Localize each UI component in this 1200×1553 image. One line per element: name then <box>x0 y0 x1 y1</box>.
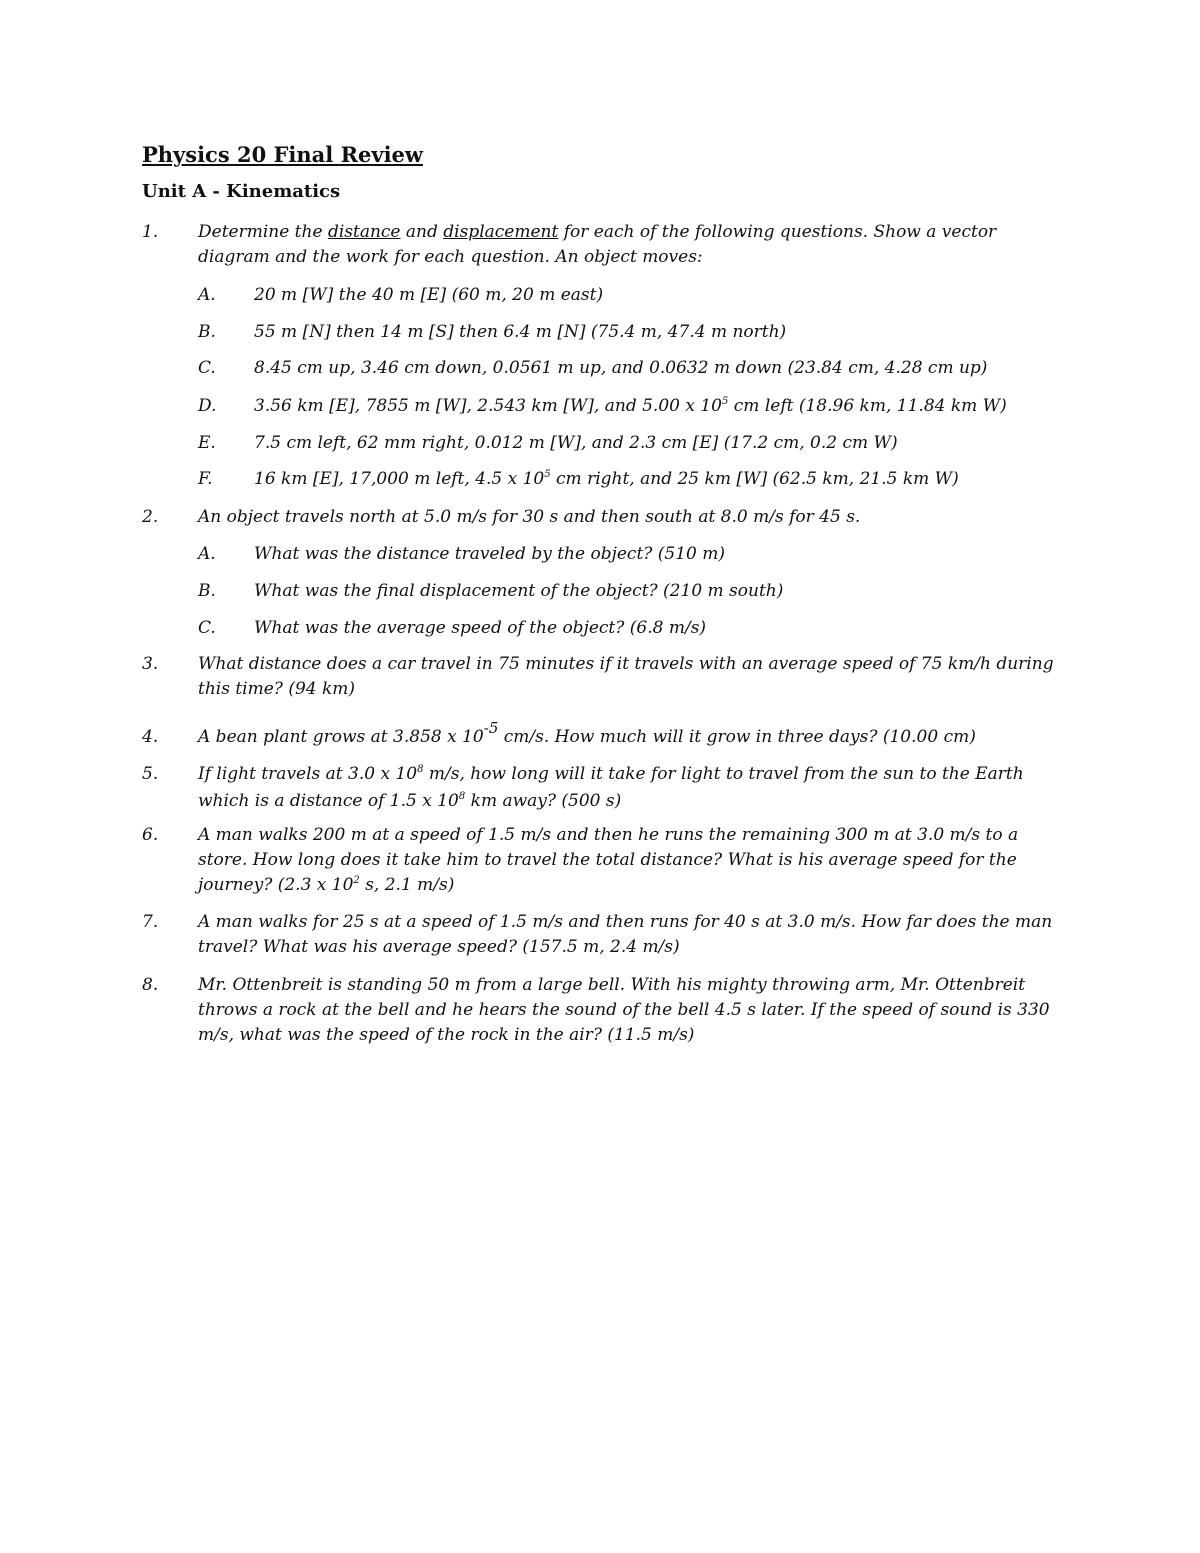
question-text <box>198 823 1058 900</box>
question-text: An object travels north at 5.0 m/s for 30 s and then south at 8.0 m/s for 45 s. <box>198 507 861 527</box>
text-run: km away? (500 s) <box>465 791 622 811</box>
part-label: B. <box>198 322 216 342</box>
question-text: A man walks for 25 s at a speed of 1.5 m/s and then runs for 40 s at 3.0 m/s. How far does the man travel? What was his average speed? (157.5 m, 2.4 m/s) <box>198 912 1053 957</box>
exponent: 5 <box>544 469 551 480</box>
exponent: 5 <box>722 396 729 407</box>
unit-heading: Unit A - Kinematics <box>142 181 341 202</box>
part-label: B. <box>198 581 216 601</box>
part-text: 7.5 cm left, 62 mm right, 0.012 m [W], and 2.3 cm [E] (17.2 cm, 0.2 cm W) <box>254 433 898 453</box>
question-number: 8. <box>142 975 159 995</box>
exponent: 2 <box>353 875 360 886</box>
text-run: A man walks 200 m at a speed of 1.5 m/s and then he runs the remaining 300 m at 3.0 m/s to a store. How long does it take him to travel the total distance? What is his average speed for the journey? (2.3 x 10 <box>198 825 1019 895</box>
question-number: 5. <box>142 764 159 784</box>
text-run: 3.56 km [E], 7855 m [W], 2.543 km [W], and 5.00 x 10 <box>254 396 722 416</box>
part-text: 8.45 cm up, 3.46 cm down, 0.0561 m up, and 0.0632 m down (23.84 cm, 4.28 cm up) <box>254 358 988 378</box>
question-number: 1. <box>142 222 159 242</box>
question-text: What distance does a car travel in 75 minutes if it travels with an average speed of 75 km/h during this time? (94 km) <box>198 654 1054 699</box>
underlined-term-distance: distance <box>327 222 401 242</box>
underlined-term-displacement: displacement <box>443 222 559 242</box>
question-number: 4. <box>142 727 159 747</box>
exponent: 8 <box>458 791 466 802</box>
part-text: 20 m [W] the 40 m [E] (60 m, 20 m east) <box>254 285 604 305</box>
part-text <box>254 467 1054 494</box>
part-text: What was the distance traveled by the object? (510 m) <box>254 544 726 564</box>
text-run: cm right, and 25 km [W] (62.5 km, 21.5 km W) <box>550 469 959 489</box>
text-run: and <box>400 222 444 242</box>
part-label: A. <box>198 544 216 564</box>
text-run: s, 2.1 m/s) <box>359 875 455 895</box>
text-run: m/s, how long will it take for light to travel from the sun to the Earth which is a distance of 1.5 x 10 <box>198 764 1024 811</box>
question-text <box>198 220 1058 270</box>
text-run: cm left (18.96 km, 11.84 km W) <box>728 396 1007 416</box>
part-text <box>254 394 1054 421</box>
exponent: -5 <box>483 719 499 737</box>
text-run: A bean plant grows at 3.858 x 10 <box>198 727 484 747</box>
document-title: Physics 20 Final Review <box>142 142 423 167</box>
text-run: 16 km [E], 17,000 m left, 4.5 x 10 <box>254 469 545 489</box>
text-run: cm/s. How much will it grow in three days? (10.00 cm) <box>498 727 976 747</box>
text-run: If light travels at 3.0 x 10 <box>198 764 418 784</box>
part-label: A. <box>198 285 216 305</box>
part-label: D. <box>198 396 217 416</box>
text-run: Determine the <box>198 222 328 242</box>
question-text <box>198 719 1058 750</box>
text-run: for each of the following questions. Show a vector diagram and the work for each question. An object moves: <box>198 222 997 267</box>
question-number: 2. <box>142 507 159 527</box>
part-label: E. <box>198 433 216 453</box>
question-number: 6. <box>142 825 159 845</box>
part-text: What was the average speed of the object? (6.8 m/s) <box>254 618 707 638</box>
question-number: 3. <box>142 654 159 674</box>
question-number: 7. <box>142 912 159 932</box>
part-label: C. <box>198 618 216 638</box>
exponent: 8 <box>417 764 424 775</box>
question-text <box>198 762 1058 816</box>
part-text: 55 m [N] then 14 m [S] then 6.4 m [N] (75.4 m, 47.4 m north) <box>254 322 787 342</box>
part-text: What was the final displacement of the object? (210 m south) <box>254 581 784 601</box>
part-label: F. <box>198 469 213 489</box>
part-label: C. <box>198 358 216 378</box>
question-text: Mr. Ottenbreit is standing 50 m from a large bell. With his mighty throwing arm, Mr. Ottenbreit throws a rock at the bell and he hears the sound of the bell 4.5 s later. If the speed of sound is 330 m/s, what was the speed of the rock in the air? (11.5 m/s) <box>198 975 1050 1045</box>
